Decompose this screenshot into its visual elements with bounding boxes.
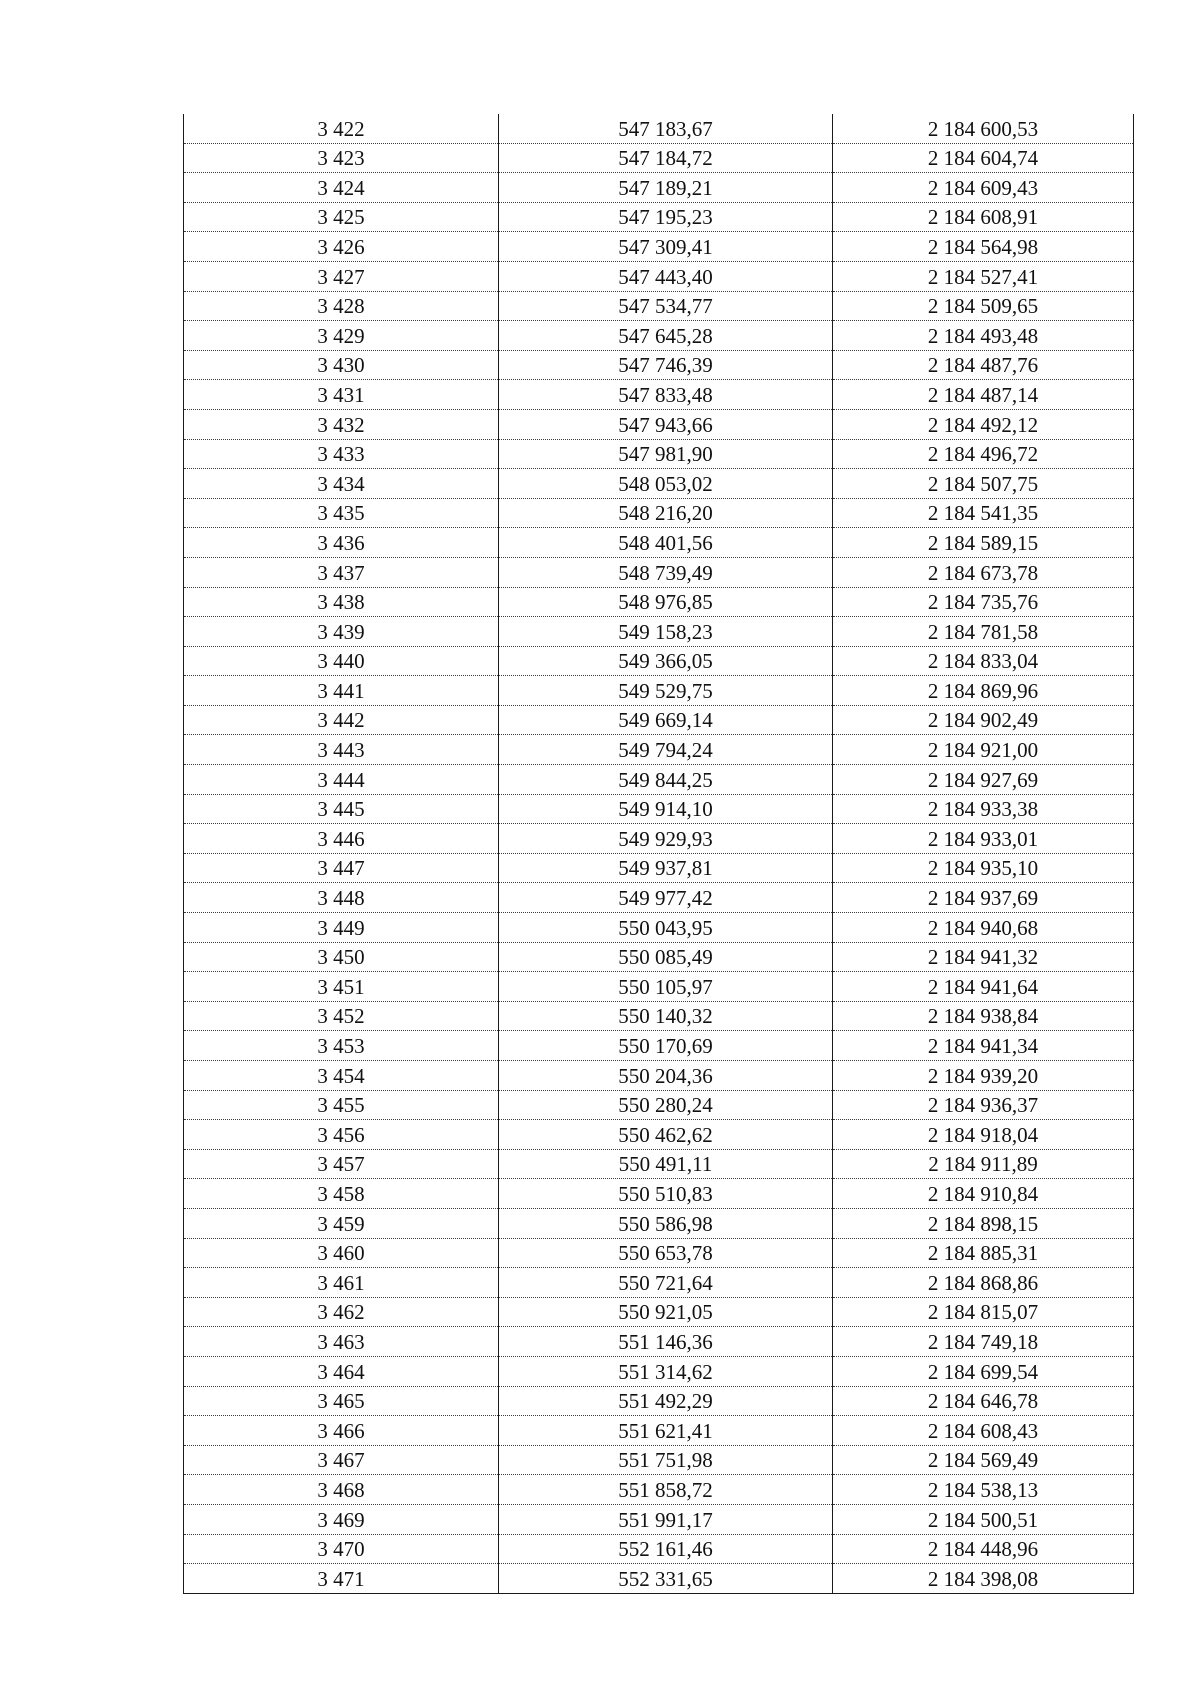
x-coordinate-cell: 552 161,46 [499,1534,833,1564]
table-row [184,1179,1134,1209]
x-coordinate-cell: 550 280,24 [499,1090,833,1120]
point-number-cell: 3 450 [184,942,499,972]
point-number-cell: 3 429 [184,321,499,351]
point-number-cell: 3 422 [184,114,499,143]
point-number-cell: 3 441 [184,676,499,706]
y-coordinate-cell: 2 184 564,98 [833,232,1134,262]
x-coordinate-cell: 547 309,41 [499,232,833,262]
x-coordinate-cell: 549 977,42 [499,883,833,913]
y-coordinate-cell: 2 184 493,48 [833,321,1134,351]
y-coordinate-cell: 2 184 398,08 [833,1564,1134,1594]
x-coordinate-cell: 547 443,40 [499,261,833,291]
x-coordinate-cell: 547 981,90 [499,439,833,469]
table-row [184,972,1134,1002]
y-coordinate-cell: 2 184 608,91 [833,202,1134,232]
x-coordinate-cell: 550 204,36 [499,1061,833,1091]
x-coordinate-cell: 549 929,93 [499,824,833,854]
y-coordinate-cell: 2 184 936,37 [833,1090,1134,1120]
point-number-cell: 3 468 [184,1475,499,1505]
table-row [184,261,1134,291]
y-coordinate-cell: 2 184 941,64 [833,972,1134,1002]
point-number-cell: 3 453 [184,1031,499,1061]
table-row [184,1297,1134,1327]
table-row [184,617,1134,647]
x-coordinate-cell: 548 976,85 [499,587,833,617]
point-number-cell: 3 424 [184,173,499,203]
y-coordinate-cell: 2 184 927,69 [833,765,1134,795]
table-row [184,1149,1134,1179]
x-coordinate-cell: 551 621,41 [499,1416,833,1446]
point-number-cell: 3 452 [184,1001,499,1031]
point-number-cell: 3 430 [184,350,499,380]
y-coordinate-cell: 2 184 569,49 [833,1445,1134,1475]
x-coordinate-cell: 551 991,17 [499,1504,833,1534]
x-coordinate-cell: 547 534,77 [499,291,833,321]
table-row [184,380,1134,410]
y-coordinate-cell: 2 184 646,78 [833,1386,1134,1416]
y-coordinate-cell: 2 184 673,78 [833,557,1134,587]
y-coordinate-cell: 2 184 699,54 [833,1356,1134,1386]
table-row [184,1238,1134,1268]
point-number-cell: 3 423 [184,143,499,173]
y-coordinate-cell: 2 184 507,75 [833,469,1134,499]
x-coordinate-cell: 550 105,97 [499,972,833,1002]
y-coordinate-cell: 2 184 487,76 [833,350,1134,380]
point-number-cell: 3 470 [184,1534,499,1564]
table-row [184,1534,1134,1564]
x-coordinate-cell: 549 529,75 [499,676,833,706]
y-coordinate-cell: 2 184 833,04 [833,646,1134,676]
table-row [184,942,1134,972]
table-row [184,1416,1134,1446]
y-coordinate-cell: 2 184 868,86 [833,1268,1134,1298]
table-row [184,498,1134,528]
point-number-cell: 3 436 [184,528,499,558]
x-coordinate-cell: 548 216,20 [499,498,833,528]
table-row [184,1268,1134,1298]
point-number-cell: 3 458 [184,1179,499,1209]
y-coordinate-cell: 2 184 496,72 [833,439,1134,469]
y-coordinate-cell: 2 184 911,89 [833,1149,1134,1179]
point-number-cell: 3 456 [184,1120,499,1150]
y-coordinate-cell: 2 184 933,01 [833,824,1134,854]
y-coordinate-cell: 2 184 487,14 [833,380,1134,410]
x-coordinate-cell: 550 140,32 [499,1001,833,1031]
table-row [184,676,1134,706]
x-coordinate-cell: 547 943,66 [499,409,833,439]
x-coordinate-cell: 550 043,95 [499,913,833,943]
x-coordinate-cell: 547 746,39 [499,350,833,380]
y-coordinate-cell: 2 184 749,18 [833,1327,1134,1357]
table-row [184,1475,1134,1505]
table-row [184,439,1134,469]
y-coordinate-cell: 2 184 604,74 [833,143,1134,173]
x-coordinate-cell: 549 158,23 [499,617,833,647]
table-row [184,587,1134,617]
x-coordinate-cell: 550 921,05 [499,1297,833,1327]
x-coordinate-cell: 547 189,21 [499,173,833,203]
table-row [184,1356,1134,1386]
y-coordinate-cell: 2 184 938,84 [833,1001,1134,1031]
point-number-cell: 3 432 [184,409,499,439]
y-coordinate-cell: 2 184 940,68 [833,913,1134,943]
table-row [184,646,1134,676]
point-number-cell: 3 465 [184,1386,499,1416]
point-number-cell: 3 425 [184,202,499,232]
point-number-cell: 3 451 [184,972,499,1002]
x-coordinate-cell: 550 491,11 [499,1149,833,1179]
table-row [184,528,1134,558]
point-number-cell: 3 445 [184,794,499,824]
table-row [184,291,1134,321]
x-coordinate-cell: 550 170,69 [499,1031,833,1061]
y-coordinate-cell: 2 184 933,38 [833,794,1134,824]
table-row [184,173,1134,203]
table-row [184,765,1134,795]
table-row [184,469,1134,499]
point-number-cell: 3 431 [184,380,499,410]
table-row [184,1208,1134,1238]
table-row [184,114,1134,143]
y-coordinate-cell: 2 184 921,00 [833,735,1134,765]
table-row [184,232,1134,262]
coordinates-table [183,114,1134,1594]
point-number-cell: 3 446 [184,824,499,854]
x-coordinate-cell: 547 195,23 [499,202,833,232]
table-row [184,883,1134,913]
x-coordinate-cell: 551 314,62 [499,1356,833,1386]
table-row [184,1031,1134,1061]
table-row [184,557,1134,587]
x-coordinate-cell: 547 183,67 [499,114,833,143]
point-number-cell: 3 443 [184,735,499,765]
coordinates-table-body [184,114,1134,1593]
point-number-cell: 3 442 [184,705,499,735]
x-coordinate-cell: 551 751,98 [499,1445,833,1475]
table-row [184,1564,1134,1594]
point-number-cell: 3 469 [184,1504,499,1534]
x-coordinate-cell: 550 586,98 [499,1208,833,1238]
point-number-cell: 3 440 [184,646,499,676]
y-coordinate-cell: 2 184 538,13 [833,1475,1134,1505]
x-coordinate-cell: 550 085,49 [499,942,833,972]
x-coordinate-cell: 550 510,83 [499,1179,833,1209]
table-row [184,321,1134,351]
point-number-cell: 3 449 [184,913,499,943]
table-row [184,1504,1134,1534]
table-row [184,350,1134,380]
y-coordinate-cell: 2 184 937,69 [833,883,1134,913]
y-coordinate-cell: 2 184 941,32 [833,942,1134,972]
table-row [184,794,1134,824]
table-row [184,1445,1134,1475]
y-coordinate-cell: 2 184 902,49 [833,705,1134,735]
x-coordinate-cell: 547 645,28 [499,321,833,351]
y-coordinate-cell: 2 184 815,07 [833,1297,1134,1327]
point-number-cell: 3 447 [184,853,499,883]
x-coordinate-cell: 549 937,81 [499,853,833,883]
x-coordinate-cell: 547 184,72 [499,143,833,173]
y-coordinate-cell: 2 184 492,12 [833,409,1134,439]
point-number-cell: 3 434 [184,469,499,499]
point-number-cell: 3 455 [184,1090,499,1120]
x-coordinate-cell: 551 146,36 [499,1327,833,1357]
point-number-cell: 3 433 [184,439,499,469]
x-coordinate-cell: 549 669,14 [499,705,833,735]
y-coordinate-cell: 2 184 910,84 [833,1179,1134,1209]
point-number-cell: 3 471 [184,1564,499,1594]
y-coordinate-cell: 2 184 500,51 [833,1504,1134,1534]
point-number-cell: 3 457 [184,1149,499,1179]
table-row [184,143,1134,173]
y-coordinate-cell: 2 184 527,41 [833,261,1134,291]
x-coordinate-cell: 548 401,56 [499,528,833,558]
x-coordinate-cell: 551 492,29 [499,1386,833,1416]
point-number-cell: 3 461 [184,1268,499,1298]
y-coordinate-cell: 2 184 735,76 [833,587,1134,617]
y-coordinate-cell: 2 184 589,15 [833,528,1134,558]
x-coordinate-cell: 548 053,02 [499,469,833,499]
table-row [184,913,1134,943]
table-row [184,824,1134,854]
table-row [184,853,1134,883]
y-coordinate-cell: 2 184 939,20 [833,1061,1134,1091]
table-row [184,1327,1134,1357]
point-number-cell: 3 435 [184,498,499,528]
point-number-cell: 3 459 [184,1208,499,1238]
point-number-cell: 3 466 [184,1416,499,1446]
point-number-cell: 3 464 [184,1356,499,1386]
point-number-cell: 3 427 [184,261,499,291]
table-row [184,735,1134,765]
table-row [184,1386,1134,1416]
point-number-cell: 3 444 [184,765,499,795]
x-coordinate-cell: 548 739,49 [499,557,833,587]
y-coordinate-cell: 2 184 609,43 [833,173,1134,203]
x-coordinate-cell: 549 914,10 [499,794,833,824]
point-number-cell: 3 439 [184,617,499,647]
y-coordinate-cell: 2 184 541,35 [833,498,1134,528]
x-coordinate-cell: 547 833,48 [499,380,833,410]
table-row [184,1090,1134,1120]
point-number-cell: 3 448 [184,883,499,913]
x-coordinate-cell: 550 462,62 [499,1120,833,1150]
x-coordinate-cell: 549 794,24 [499,735,833,765]
table-row [184,202,1134,232]
y-coordinate-cell: 2 184 918,04 [833,1120,1134,1150]
y-coordinate-cell: 2 184 448,96 [833,1534,1134,1564]
table-row [184,1001,1134,1031]
point-number-cell: 3 462 [184,1297,499,1327]
point-number-cell: 3 426 [184,232,499,262]
point-number-cell: 3 454 [184,1061,499,1091]
y-coordinate-cell: 2 184 608,43 [833,1416,1134,1446]
table-row [184,1061,1134,1091]
point-number-cell: 3 463 [184,1327,499,1357]
point-number-cell: 3 428 [184,291,499,321]
x-coordinate-cell: 552 331,65 [499,1564,833,1594]
x-coordinate-cell: 549 366,05 [499,646,833,676]
point-number-cell: 3 437 [184,557,499,587]
x-coordinate-cell: 550 721,64 [499,1268,833,1298]
y-coordinate-cell: 2 184 898,15 [833,1208,1134,1238]
y-coordinate-cell: 2 184 941,34 [833,1031,1134,1061]
y-coordinate-cell: 2 184 509,65 [833,291,1134,321]
point-number-cell: 3 460 [184,1238,499,1268]
point-number-cell: 3 438 [184,587,499,617]
table-row [184,409,1134,439]
y-coordinate-cell: 2 184 935,10 [833,853,1134,883]
x-coordinate-cell: 549 844,25 [499,765,833,795]
y-coordinate-cell: 2 184 600,53 [833,114,1134,143]
x-coordinate-cell: 551 858,72 [499,1475,833,1505]
table-row [184,705,1134,735]
x-coordinate-cell: 550 653,78 [499,1238,833,1268]
y-coordinate-cell: 2 184 885,31 [833,1238,1134,1268]
y-coordinate-cell: 2 184 781,58 [833,617,1134,647]
point-number-cell: 3 467 [184,1445,499,1475]
y-coordinate-cell: 2 184 869,96 [833,676,1134,706]
table-row [184,1120,1134,1150]
